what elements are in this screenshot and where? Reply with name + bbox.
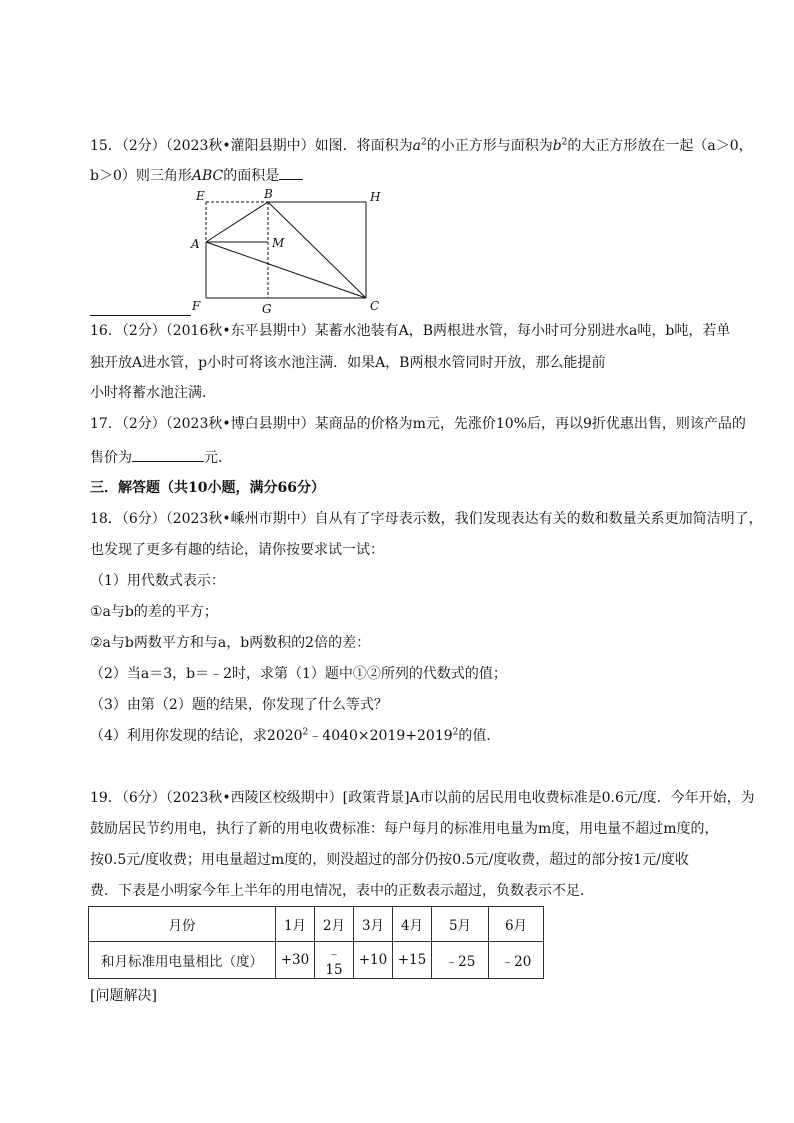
table-cell: 和月标准用电量相比（度）: [89, 942, 276, 979]
table-cell: +15: [393, 942, 432, 979]
table-cell: 1月: [276, 907, 315, 942]
q16-line3: 小时将蓄水池注满．: [90, 385, 216, 401]
table-cell: 3月: [354, 907, 393, 942]
table-cell: 5月: [432, 907, 489, 942]
q18-line6: （2）当a＝3，b＝﹣2时，求第（1）题中①②所列的代数式的值；: [90, 666, 507, 682]
table-cell: ﹣20: [489, 942, 544, 979]
section-title: 三．解答题（共10小题，满分66分）: [90, 480, 325, 496]
answer-blank: [279, 164, 303, 180]
table-cell: ﹣15: [315, 942, 354, 979]
q18-line5: ②a与b两数平方和与a，b两数积的2倍的差：: [90, 635, 371, 651]
q19-line2: 鼓励居民节约用电，执行了新的用电收费标准：每户每月的标准用电量为m度，用电量不超过m度的，: [90, 821, 719, 837]
q17-line1: 17．（2分）（2023秋•博白县期中）某商品的价格为m元，先涨价10%后，再以9折优惠出售，则该产品的: [90, 416, 746, 432]
table-header-row: [89, 907, 544, 942]
q16-line2: 独开放A进水管，p小时可将该水池注满．如果A，B两根水管同时开放，那么能提前: [90, 355, 606, 371]
q18-line4: ①a与b的差的平方；: [90, 604, 218, 620]
q19-line1: 19．（6分）（2023秋•西陵区校级期中）[政策背景]A市以前的居民用电收费标准是0.6元/度．今年开始，为: [90, 790, 755, 806]
q18-line3: （1）用代数式表示：: [90, 573, 225, 589]
q16-line1: 16．（2分）（2016秋•东平县期中）某蓄水池装有A，B两根进水管，每小时可分别进水a吨，b吨，若单: [90, 323, 731, 339]
q18-line1: 18．（6分）（2023秋•嵊州市期中）自从有了字母表示数，我们发现表达有关的数和数量关系更加简洁明了，: [90, 511, 763, 527]
q18-line2: 也发现了更多有趣的结论，请你按要求试一试：: [90, 542, 384, 558]
label-E: E: [196, 189, 205, 203]
answer-blank: [132, 446, 204, 462]
label-F: F: [192, 299, 201, 313]
table-cell: +30: [276, 942, 315, 979]
label-G: G: [262, 302, 272, 316]
q18-line7: （3）由第（2）题的结果，你发现了什么等式？: [90, 697, 388, 713]
q17-line2: 售价为 元．: [90, 446, 232, 468]
geometry-figure: [185, 186, 395, 316]
edge-BC: [268, 202, 366, 298]
table-cell: +10: [354, 942, 393, 979]
q19-line4: 费．下表是小明家今年上半年的用电情况，表中的正数表示超过，负数表示不足．: [90, 883, 594, 899]
q19-line3: 按0.5元/度收费；用电量超过m度的，则没超过的部分仍按0.5元/度收费，超过的部分按1元/度收: [90, 852, 689, 868]
label-B: B: [264, 187, 273, 201]
table-cell: 4月: [393, 907, 432, 942]
table-cell: ﹣25: [432, 942, 489, 979]
edge-AB: [206, 202, 268, 242]
q18-line8: （4）利用你发现的结论，求$2020^2﹣4040\times 2019+2019^2$的值．: [90, 727, 501, 744]
electricity-table: [88, 906, 544, 979]
table-cell: 6月: [489, 907, 544, 942]
answer-rule: [90, 315, 191, 316]
q19-line5: [问题解决]: [90, 988, 157, 1004]
q15-line2: b＞0）则三角形ABC的面积是: [90, 164, 303, 186]
label-A: A: [191, 237, 200, 251]
table-cell: 月份: [89, 907, 276, 942]
table-row: [89, 942, 544, 979]
table-cell: 2月: [315, 907, 354, 942]
label-C: C: [370, 299, 380, 313]
label-H: H: [370, 190, 381, 204]
label-M: M: [272, 236, 285, 250]
edge-AC: [206, 242, 366, 298]
q15-line1: 15．（2分）（2023秋•灌阳县期中）如图．将面积为$a^2$的小正方形与面积为$b^2$的大正方形放在一起（a＞0，: [90, 137, 753, 154]
